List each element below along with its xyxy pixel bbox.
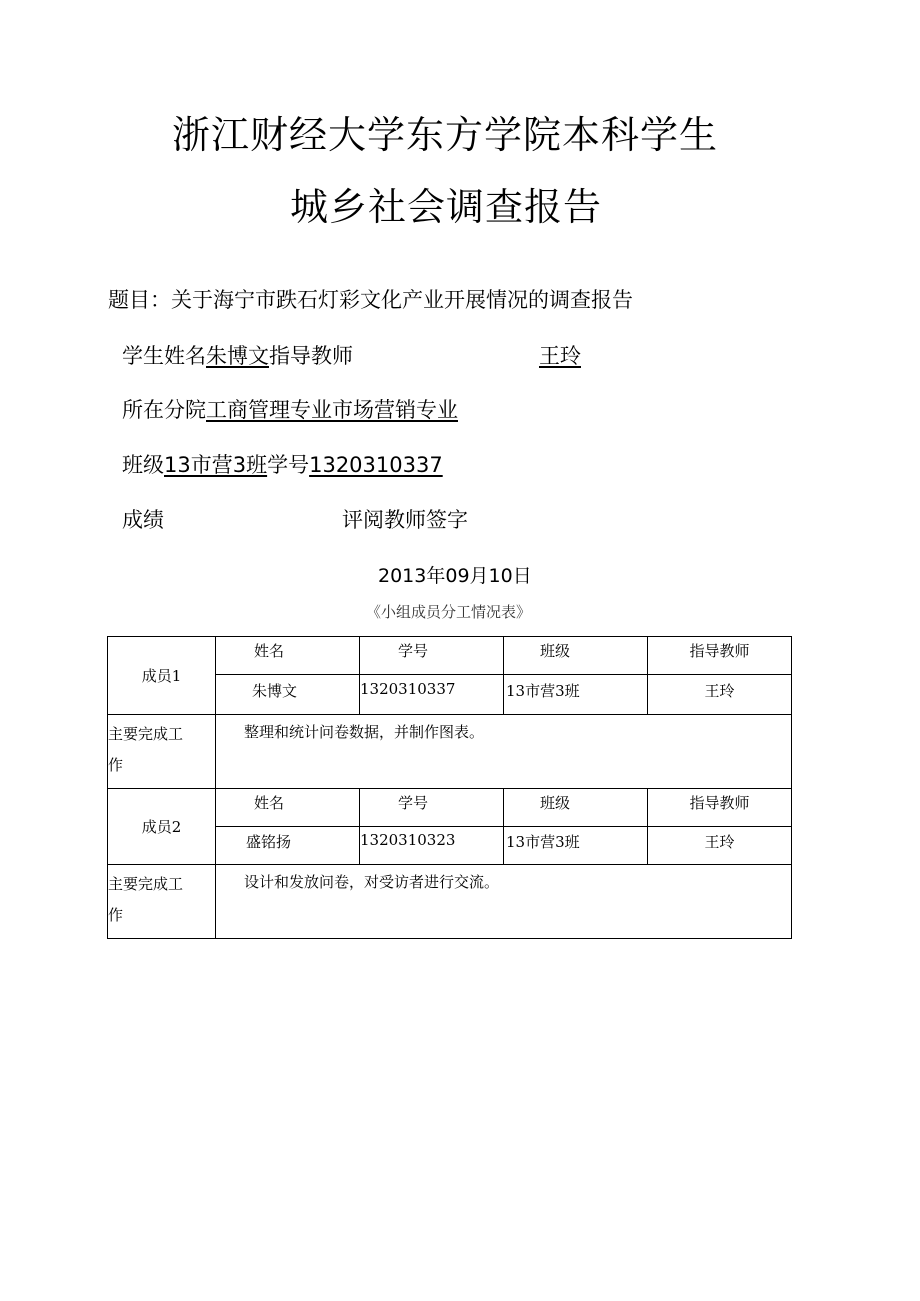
class-value: 13市营3班 [164,453,268,477]
dept-label: 所在分院 [122,398,206,422]
member-label-cell [108,637,216,715]
dept-row [122,394,458,424]
advisor-label: 指导教师 [269,344,353,368]
member-name: 盛铭扬 [216,827,360,865]
member-class: 13市营3班 [504,827,648,865]
id-value: 1320310337 [309,453,443,477]
class-row [122,449,443,479]
student-label: 学生姓名 [122,344,206,368]
advisor-name: 王玲 [539,344,581,368]
member-name: 朱博文 [216,675,360,715]
member-advisor: 王玲 [648,675,792,715]
student-row [122,340,353,370]
member-work: 设计和发放问卷，对受访者进行交流。 [216,865,792,939]
grade-label: 成绩 [122,508,164,532]
report-title-line1: 浙江财经大学东方学院本科学生 [172,113,719,157]
member-label: 成员2 [141,818,182,836]
member-class: 13市营3班 [504,675,648,715]
table-row [108,865,792,939]
header-advisor: 指导教师 [648,637,792,675]
table-caption: 《小组成员分工情况表》 [366,603,532,621]
header-id: 学号 [360,637,504,675]
student-name: 朱博文 [206,344,269,368]
header-id: 学号 [360,789,504,827]
report-topic: 题目：关于海宁市跌石灯彩文化产业开展情况的调查报告 [108,288,633,312]
dept-value: 工商管理专业 [206,398,332,422]
member-id: 1320310337 [360,675,504,715]
report-date: 2013年09月10日 [378,565,532,587]
header-name: 姓名 [216,789,360,827]
header-class: 班级 [504,789,648,827]
header-class: 班级 [504,637,648,675]
table-row [108,789,792,827]
id-label: 学号 [267,453,310,477]
header-advisor: 指导教师 [648,789,792,827]
member-id: 1320310323 [360,827,504,865]
header-name: 姓名 [216,637,360,675]
member-work: 整理和统计问卷数据，并制作图表。 [216,715,792,789]
member-table [107,636,792,939]
work-label: 主要完成工 作 [108,715,216,789]
class-label: 班级 [122,453,164,477]
member-label: 成员1 [141,667,182,685]
major-value: 市场营销专业 [332,398,458,422]
table-row [108,637,792,675]
work-label: 主要完成工 作 [108,865,216,939]
member-advisor: 王玲 [648,827,792,865]
table-row [108,715,792,789]
report-title-line2: 城乡社会调查报告 [290,185,603,229]
reviewer-label: 评阅教师签字 [342,508,468,532]
member-label-cell [108,789,216,865]
